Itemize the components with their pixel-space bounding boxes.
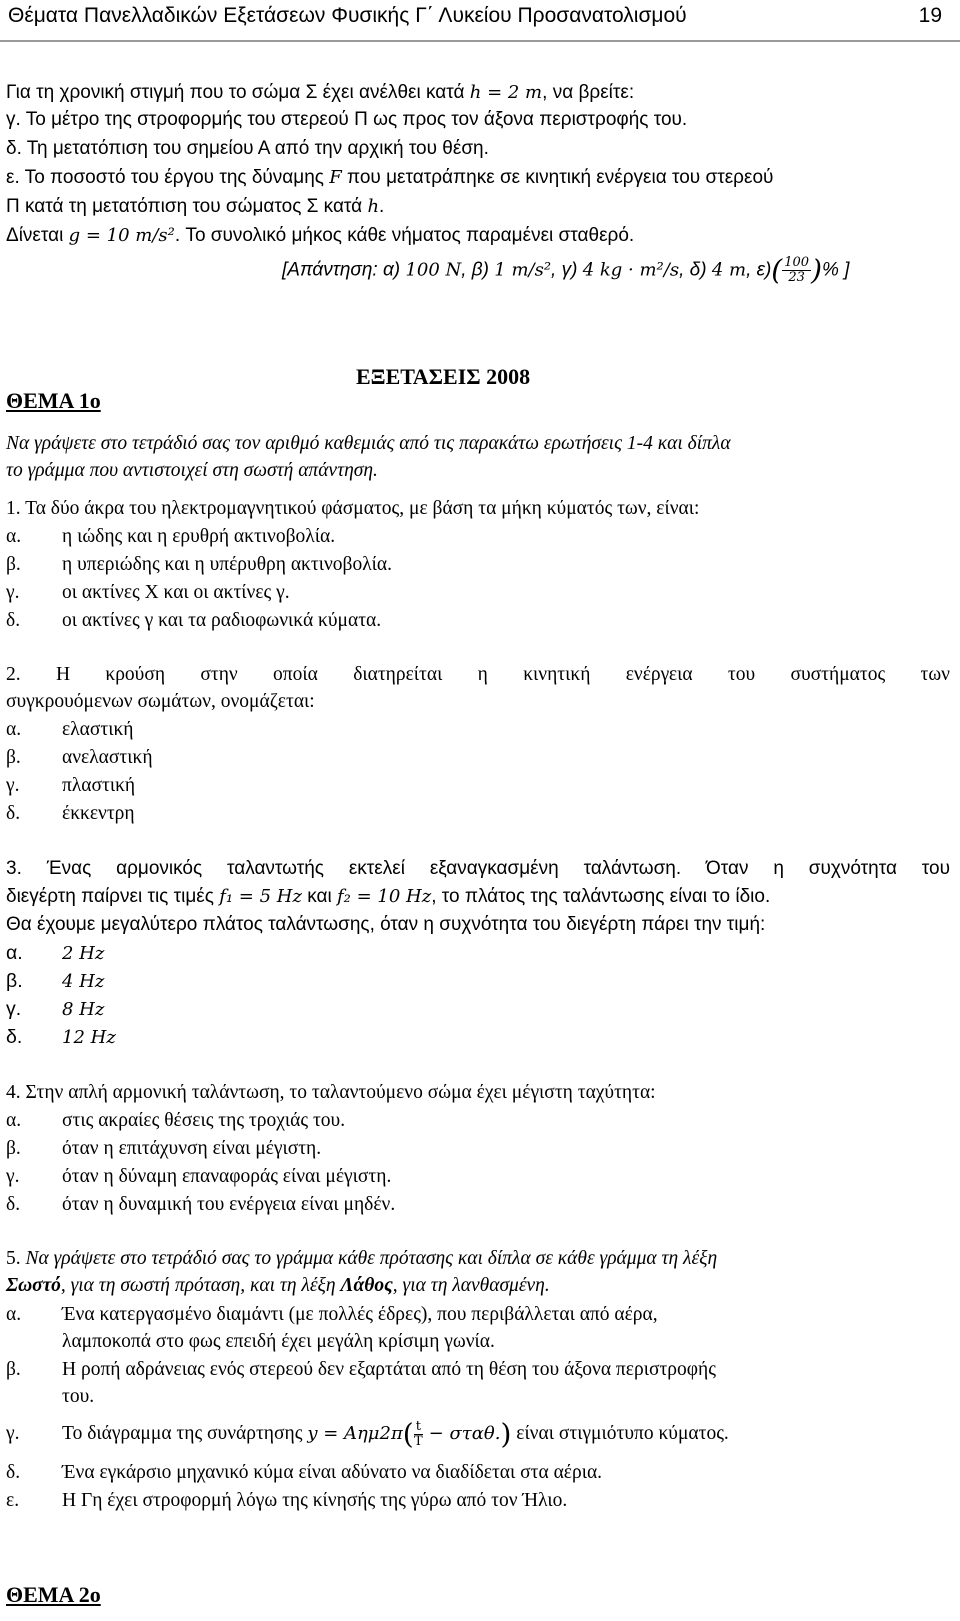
q5-instruction: Να γράψετε στο τετράδιό σας το γράμμα κάθε πρότασης και δίπλα σε κάθε γράμμα τη λέξη <box>25 1248 718 1269</box>
fraction-numerator: 100 <box>784 255 810 270</box>
item-text: Το διάγραμμα της συνάρτησης <box>62 1422 308 1444</box>
option-letter: γ. <box>6 582 20 603</box>
right-paren: ) <box>500 1417 512 1451</box>
page-number: 19 <box>918 4 942 27</box>
answer-label: [Απάντηση: α) <box>282 259 406 281</box>
q5-instruction-mid: , για τη σωστή πρόταση, και τη λέξη <box>60 1275 341 1296</box>
prev-item-g: γ. Το μέτρο της στροφορμής του στερεού Π ως προς τον άξονα περιστροφής του. <box>6 109 688 130</box>
q4-option-c <box>6 1164 391 1190</box>
q3-text: διεγέρτη παίρνει τις τιμές <box>6 886 220 907</box>
answer-e-label: , ε) <box>746 259 772 281</box>
right-paren: ) <box>811 253 822 287</box>
option-text: όταν η δύναμη επαναφοράς είναι μέγιστη. <box>62 1166 392 1187</box>
prev-intro-text: Για τη χρονική στιγμή που το σώμα Σ έχει ανέλθει κατά <box>6 82 470 103</box>
fraction-numerator: t <box>415 1419 421 1434</box>
option-letter: α. <box>6 942 23 964</box>
q2-option-c <box>6 773 135 799</box>
math-wave: y = Aημ2π <box>307 1422 403 1444</box>
math-f1: f₁ = 5 Hz <box>219 886 302 907</box>
q2-text-line2: συγκρουόμενων σωμάτων, ονομάζεται: <box>6 691 315 712</box>
option-letter: δ. <box>6 1026 23 1048</box>
left-paren: ( <box>771 253 783 287</box>
q3-text-end: , το πλάτος της ταλάντωσης είναι το ίδιο. <box>431 886 771 907</box>
option-letter: β. <box>6 1138 21 1159</box>
item-text-end: είναι στιγμιότυπο κύματος. <box>511 1422 729 1444</box>
answer-c-label: , γ) <box>551 259 583 281</box>
prev-item-e-line2 <box>6 194 384 220</box>
q5-text-line1 <box>6 1246 717 1272</box>
item-letter: β. <box>6 1359 21 1380</box>
answer-b-label: , β) <box>461 259 495 281</box>
q5-item-d <box>6 1460 602 1486</box>
item-letter: ε. <box>6 1490 20 1511</box>
q4-option-b <box>6 1136 321 1162</box>
item-letter: α. <box>6 1304 22 1325</box>
q2-text-line1: 2. Η κρούση στην οποία διατηρείται η κινητική ενέργεια του συστήματος των <box>6 664 950 685</box>
answer-d-label: , δ) <box>679 259 712 281</box>
option-text: η ιώδης και η ερυθρή ακτινοβολία. <box>62 526 336 547</box>
option-text: όταν η επιτάχυνση είναι μέγιστη. <box>62 1138 322 1159</box>
instructions-line2: το γράμμα που αντιστοιχεί στη σωστή απάντηση. <box>6 460 378 481</box>
word-wrong: Λάθος <box>340 1275 393 1296</box>
answer-b: 1 m/s² <box>494 259 552 281</box>
option-letter: β. <box>6 747 21 768</box>
prev-intro <box>6 80 634 106</box>
q1-option-c <box>6 580 290 606</box>
q3-text-line2 <box>6 884 770 910</box>
item-letter: γ. <box>6 1422 20 1444</box>
q5-instruction-end: , για τη λανθασμένη. <box>392 1275 550 1296</box>
option-letter: γ. <box>6 1166 20 1187</box>
item-text: Ένα κατεργασμένο διαμάντι (με πολλές έδρες), που περιβάλλεται από αέρα, <box>62 1304 658 1325</box>
option-text: 12 Hz <box>62 1027 116 1048</box>
math-h: h = 2 m <box>469 82 543 103</box>
math-F: F <box>329 167 342 188</box>
option-text: έκκεντρη <box>62 803 135 824</box>
theme2-heading: ΘΕΜΑ 2ο <box>6 1582 101 1607</box>
page-header <box>8 4 948 34</box>
q3-option-a <box>6 940 104 967</box>
answer-a: 100 N <box>405 259 462 281</box>
q2-option-a <box>6 717 133 743</box>
option-text: στις ακραίες θέσεις της τροχιάς του. <box>62 1110 346 1131</box>
given-text: Δίνεται <box>6 225 69 246</box>
option-letter: δ. <box>6 610 21 631</box>
answer-end: % ] <box>822 259 850 281</box>
option-text: ανελαστική <box>62 747 153 768</box>
item-e-text: ε. Το ποσοστό του έργου της δύναμης <box>6 167 330 188</box>
item-text: Η ροπή αδράνειας ενός στερεού δεν εξαρτάται από τη θέση του άξονα περιστροφής <box>62 1359 716 1380</box>
left-paren: ( <box>402 1417 414 1451</box>
answer-fraction <box>782 256 811 285</box>
item-e-text-end: που μετατράπηκε σε κινητική ενέργεια του στερεού <box>341 167 774 188</box>
option-text: οι ακτίνες Χ και οι ακτίνες γ. <box>62 582 290 603</box>
q3-option-c <box>6 996 104 1023</box>
exam-title: ΕΞΕΤΑΣΕΙΣ 2008 <box>356 364 531 389</box>
option-letter: δ. <box>6 803 21 824</box>
theme1-heading: ΘΕΜΑ 1ο <box>6 388 101 413</box>
option-letter: α. <box>6 719 22 740</box>
math-f2: f₂ = 10 Hz <box>337 886 432 907</box>
q3-option-d <box>6 1024 116 1051</box>
q5-item-a <box>6 1302 658 1328</box>
option-letter: γ. <box>6 775 20 796</box>
option-letter: α. <box>6 1110 22 1131</box>
item-e2-end: . <box>379 196 385 217</box>
option-text: 8 Hz <box>62 999 105 1020</box>
header-divider <box>0 40 960 42</box>
prev-answer <box>282 253 850 287</box>
q3-option-b <box>6 968 104 995</box>
prev-intro-end: , να βρείτε: <box>542 82 635 103</box>
q5-item-c <box>6 1417 729 1451</box>
q5-number: 5. <box>6 1248 26 1269</box>
item-text: Η Γη έχει στροφορμή λόγω της κίνησής της γύρω από τον Ήλιο. <box>62 1490 568 1511</box>
fraction-denominator: T <box>414 1434 423 1449</box>
prev-given <box>6 223 634 249</box>
option-text: πλαστική <box>62 775 136 796</box>
q2-option-d <box>6 801 135 827</box>
option-text: οι ακτίνες γ και τα ραδιοφωνικά κύματα. <box>62 610 382 631</box>
math-const: − σταθ. <box>422 1422 501 1444</box>
option-letter: α. <box>6 526 22 547</box>
math-h2: h <box>367 196 380 217</box>
q4-option-d <box>6 1192 395 1218</box>
option-text: 4 Hz <box>62 971 105 992</box>
option-letter: δ. <box>6 1194 21 1215</box>
prev-item-d: δ. Τη μετατόπιση του σημείου Α από την αρχική του θέση. <box>6 138 489 159</box>
q3-text-line1: 3. Ένας αρμονικός ταλαντωτής εκτελεί εξαναγκασμένη ταλάντωση. Όταν η συχνότητα του <box>6 858 950 879</box>
option-text: όταν η δυναμική του ενέργεια είναι μηδέν. <box>62 1194 396 1215</box>
q1-option-b <box>6 552 392 578</box>
q1-text: 1. Τα δύο άκρα του ηλεκτρομαγνητικού φάσματος, με βάση τα μήκη κύματός των, είναι: <box>6 498 700 519</box>
q5-item-b <box>6 1357 716 1383</box>
q5-item-e <box>6 1488 567 1514</box>
option-letter: β. <box>6 554 21 575</box>
fraction-denominator: 23 <box>788 270 805 285</box>
word-correct: Σωστό <box>6 1275 61 1296</box>
answer-d: 4 m <box>711 259 747 281</box>
answer-c: 4 kg · m²/s <box>582 259 680 281</box>
item-e2-text: Π κατά τη μετατόπιση του σώματος Σ κατά <box>6 196 368 217</box>
instructions-line1: Να γράψετε στο τετράδιό σας τον αριθμό καθεμιάς από τις παρακάτω ερωτήσεις 1-4 και δίπλα <box>6 433 731 454</box>
q1-option-d <box>6 608 381 634</box>
t-over-T <box>414 1420 423 1449</box>
header-title: Θέματα Πανελλαδικών Εξετάσεων Φυσικής Γ΄ Λυκείου Προσανατολισμού <box>8 4 687 27</box>
q1-option-a <box>6 524 335 550</box>
q2-option-b <box>6 745 153 771</box>
q5-item-a-cont: λαμποκοπά στο φως επειδή έχει μεγάλη κρίσιμη γωνία. <box>62 1331 495 1352</box>
q4-option-a <box>6 1108 345 1134</box>
option-text: η υπεριώδης και η υπέρυθρη ακτινοβολία. <box>62 554 392 575</box>
given-text-end: . Το συνολικό μήκος κάθε νήματος παραμένει σταθερό. <box>174 225 635 246</box>
q3-text-mid: και <box>301 886 337 907</box>
prev-item-e-line1 <box>6 165 773 191</box>
item-text: Ένα εγκάρσιο μηχανικό κύμα είναι αδύνατο να διαδίδεται στα αέρια. <box>62 1462 603 1483</box>
option-letter: γ. <box>6 998 22 1020</box>
option-text: ελαστική <box>62 719 134 740</box>
q5-text-line2 <box>6 1273 550 1299</box>
q3-text-line3: Θα έχουμε μεγαλύτερο πλάτος ταλάντωσης, όταν η συχνότητα του διεγέρτη πάρει την τιμή: <box>6 914 766 935</box>
q4-text: 4. Στην απλή αρμονική ταλάντωση, το ταλαντούμενο σώμα έχει μέγιστη ταχύτητα: <box>6 1082 656 1103</box>
math-g: g = 10 m/s² <box>68 225 175 246</box>
q5-item-b-cont: του. <box>62 1386 95 1407</box>
option-text: 2 Hz <box>62 943 105 964</box>
item-letter: δ. <box>6 1462 21 1483</box>
option-letter: β. <box>6 970 23 992</box>
